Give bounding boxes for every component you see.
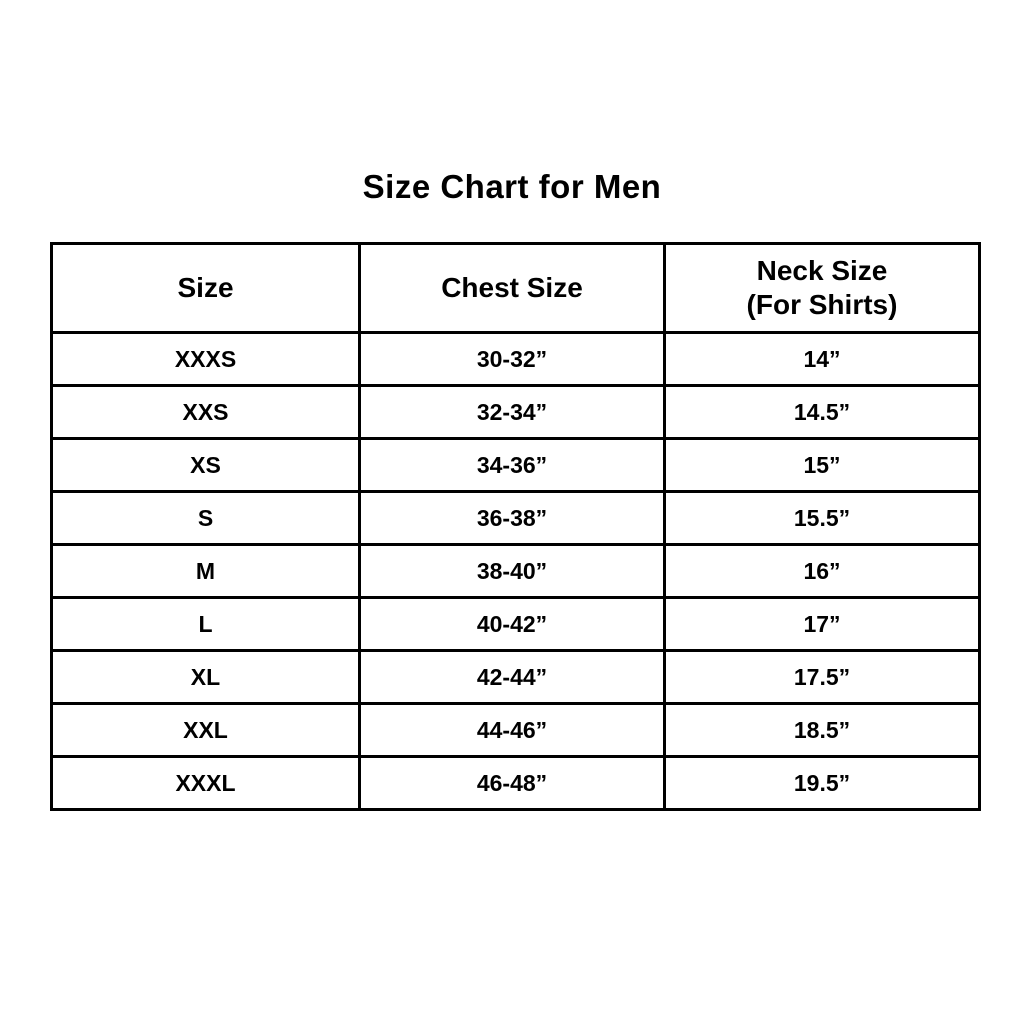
- column-header-sublabel: (For Shirts): [746, 289, 898, 320]
- neck-size-cell: 15”: [665, 439, 980, 492]
- chest-size-cell: 30-32”: [360, 333, 665, 386]
- table-row: [52, 651, 980, 704]
- chest-size-cell: 34-36”: [360, 439, 665, 492]
- neck-size-cell: 15.5”: [665, 492, 980, 545]
- table-body: [52, 333, 980, 810]
- size-cell: L: [52, 598, 360, 651]
- column-header-label: Size: [177, 272, 234, 304]
- neck-size-cell: 14”: [665, 333, 980, 386]
- chest-size-cell: 36-38”: [360, 492, 665, 545]
- neck-size-cell: 17.5”: [665, 651, 980, 704]
- table-row: [52, 757, 980, 810]
- table-row: [52, 439, 980, 492]
- size-cell: S: [52, 492, 360, 545]
- table-row: [52, 333, 980, 386]
- header-row: [52, 244, 980, 333]
- table-row: [52, 598, 980, 651]
- size-chart-table: [50, 242, 981, 811]
- neck-size-cell: 16”: [665, 545, 980, 598]
- size-cell: XL: [52, 651, 360, 704]
- neck-size-cell: 17”: [665, 598, 980, 651]
- table-row: [52, 386, 980, 439]
- table-row: [52, 545, 980, 598]
- chest-size-cell: 46-48”: [360, 757, 665, 810]
- table-row: [52, 704, 980, 757]
- column-header-chest-size: [360, 244, 665, 333]
- column-header-size: [52, 244, 360, 333]
- chest-size-cell: 38-40”: [360, 545, 665, 598]
- size-cell: XS: [52, 439, 360, 492]
- neck-size-cell: 14.5”: [665, 386, 980, 439]
- neck-size-cell: 18.5”: [665, 704, 980, 757]
- size-cell: XXXL: [52, 757, 360, 810]
- chest-size-cell: 44-46”: [360, 704, 665, 757]
- column-header-label: Neck Size: [756, 255, 888, 287]
- table-header: [52, 244, 980, 333]
- neck-size-cell: 19.5”: [665, 757, 980, 810]
- size-cell: M: [52, 545, 360, 598]
- chest-size-cell: 32-34”: [360, 386, 665, 439]
- page-title: Size Chart for Men: [362, 168, 662, 205]
- size-cell: XXS: [52, 386, 360, 439]
- size-cell: XXL: [52, 704, 360, 757]
- table-row: [52, 492, 980, 545]
- chest-size-cell: 40-42”: [360, 598, 665, 651]
- chest-size-cell: 42-44”: [360, 651, 665, 704]
- size-cell: XXXS: [52, 333, 360, 386]
- column-header-label: Chest Size: [441, 272, 583, 304]
- column-header-neck-size: [665, 244, 980, 333]
